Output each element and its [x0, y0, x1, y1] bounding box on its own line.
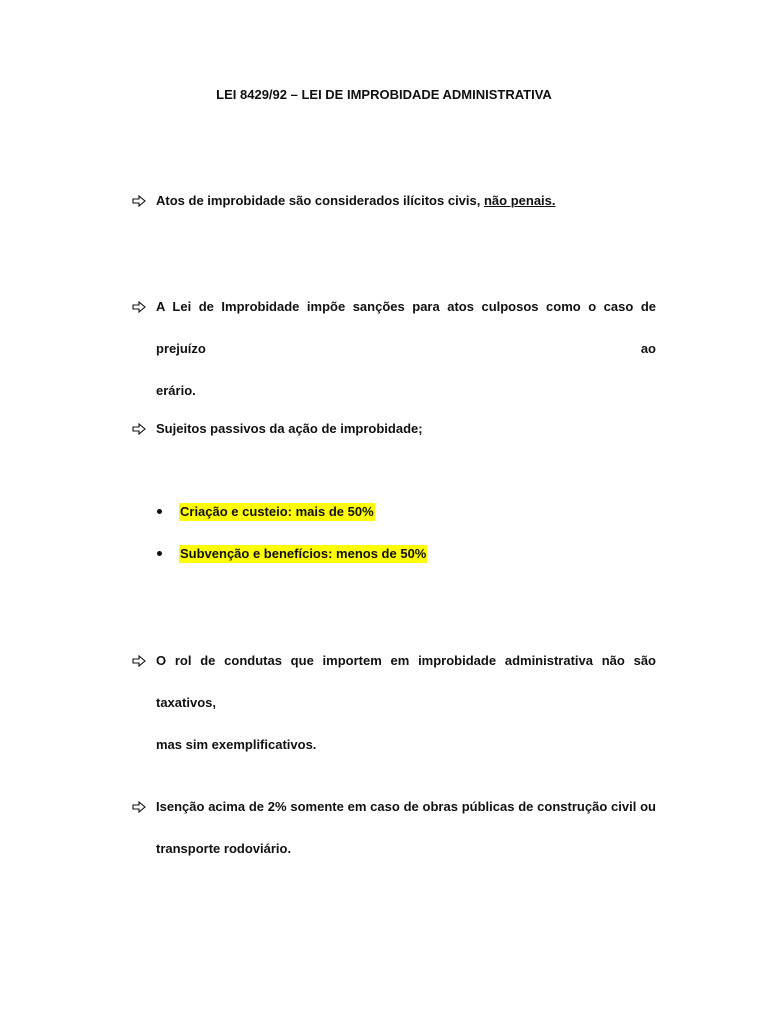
item-isencao	[156, 786, 656, 870]
item-line: erário.	[156, 383, 196, 398]
item-line: Isenção acima de 2% somente em caso de obras públicas de construção civil ou	[156, 799, 656, 814]
item-line: Sujeitos passivos da ação de improbidade;	[156, 421, 423, 436]
item-line: O rol de condutas que importem em improbidade administrativa não são taxativos,	[156, 653, 656, 710]
item-text-underlined: não penais.	[483, 193, 556, 208]
highlight-bullet-criacao: Criação e custeio: mais de 50%	[180, 504, 374, 519]
bullet-dot	[157, 509, 165, 517]
item-line: mas sim exemplificativos.	[156, 737, 317, 752]
item-rol-condutas	[156, 640, 656, 766]
item-atos-culposos	[156, 286, 656, 412]
item-ilicitos-civis	[156, 180, 656, 222]
page-title: LEI 8429/92 – LEI DE IMPROBIDADE ADMINISTRATIVA	[216, 87, 552, 102]
arrow-right-icon	[132, 801, 146, 815]
bullet-dot	[157, 551, 165, 559]
arrow-right-icon	[132, 195, 146, 209]
highlight-bullet-subvencao: Subvenção e benefícios: menos de 50%	[180, 546, 427, 561]
arrow-right-icon	[132, 301, 146, 315]
item-line: transporte rodoviário.	[156, 841, 292, 856]
arrow-right-icon	[132, 655, 146, 669]
item-line: A Lei de Improbidade impõe sanções para atos culposos como o caso de prejuízo ao	[156, 299, 656, 356]
item-text: Atos de improbidade são considerados ilícitos civis,	[156, 193, 484, 208]
item-sujeitos-passivos	[156, 408, 656, 450]
arrow-right-icon	[132, 423, 146, 437]
